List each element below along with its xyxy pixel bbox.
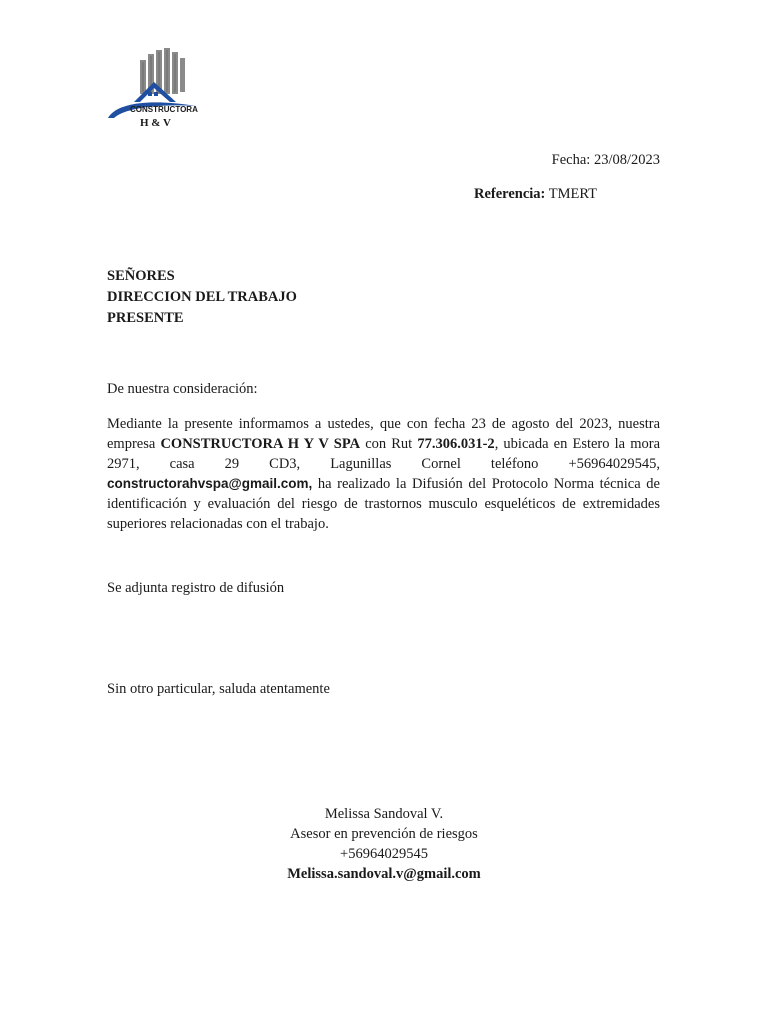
company-rut: 77.306.031-2 [417, 436, 495, 452]
body-text: con Rut [360, 436, 418, 452]
addressee-line: SEÑORES [107, 268, 175, 284]
signature-title: Asesor en prevención de riesgos [290, 826, 478, 842]
company-logo [106, 46, 200, 132]
body-paragraph [107, 414, 660, 534]
signature-block [234, 804, 534, 884]
company-email: constructorahvspa@gmail.com, [107, 476, 313, 491]
company-name: CONSTRUCTORA H Y V SPA [160, 436, 361, 452]
reference-value: TMERT [548, 186, 598, 202]
signature-email: Melissa.sandoval.v@gmail.com [287, 866, 481, 882]
date-line [552, 152, 660, 169]
logo-brand-line2: H & V [140, 117, 171, 129]
reference-label: Referencia: [474, 186, 546, 202]
addressee-line: DIRECCION DEL TRABAJO [107, 289, 297, 305]
company-logo-graphic [106, 46, 200, 132]
signature-name: Melissa Sandoval V. [324, 806, 444, 822]
logo-brand-line1: CONSTRUCTORA [130, 105, 198, 114]
attachment-note: Se adjunta registro de difusión [107, 580, 285, 596]
building-icon [140, 48, 185, 94]
signature-phone: +56964029545 [340, 846, 428, 862]
body-text: , ubicada en Estero la mora 2971, casa 29 CD3, Lagunillas Cornel teléfono +56964029545, [107, 436, 661, 472]
date-label: Fecha: [551, 152, 591, 168]
body-text: ha realizado la Difusión del Protocolo Norma técnica de identificación y evaluación del riesgo de trastornos musculo esqueléticos de extremidades superiores relacionadas con el trabajo. [107, 476, 660, 532]
reference-line [474, 186, 597, 203]
addressee-block [107, 266, 297, 329]
greeting: De nuestra consideración: [107, 381, 258, 397]
addressee-line: PRESENTE [107, 310, 184, 326]
closing-line: Sin otro particular, saluda atentamente [107, 681, 330, 697]
body-text: Mediante la presente informamos a ustedes, que con fecha 23 de agosto del 2023, nuestra empresa [107, 416, 660, 452]
date-value: 23/08/2023 [593, 152, 660, 168]
